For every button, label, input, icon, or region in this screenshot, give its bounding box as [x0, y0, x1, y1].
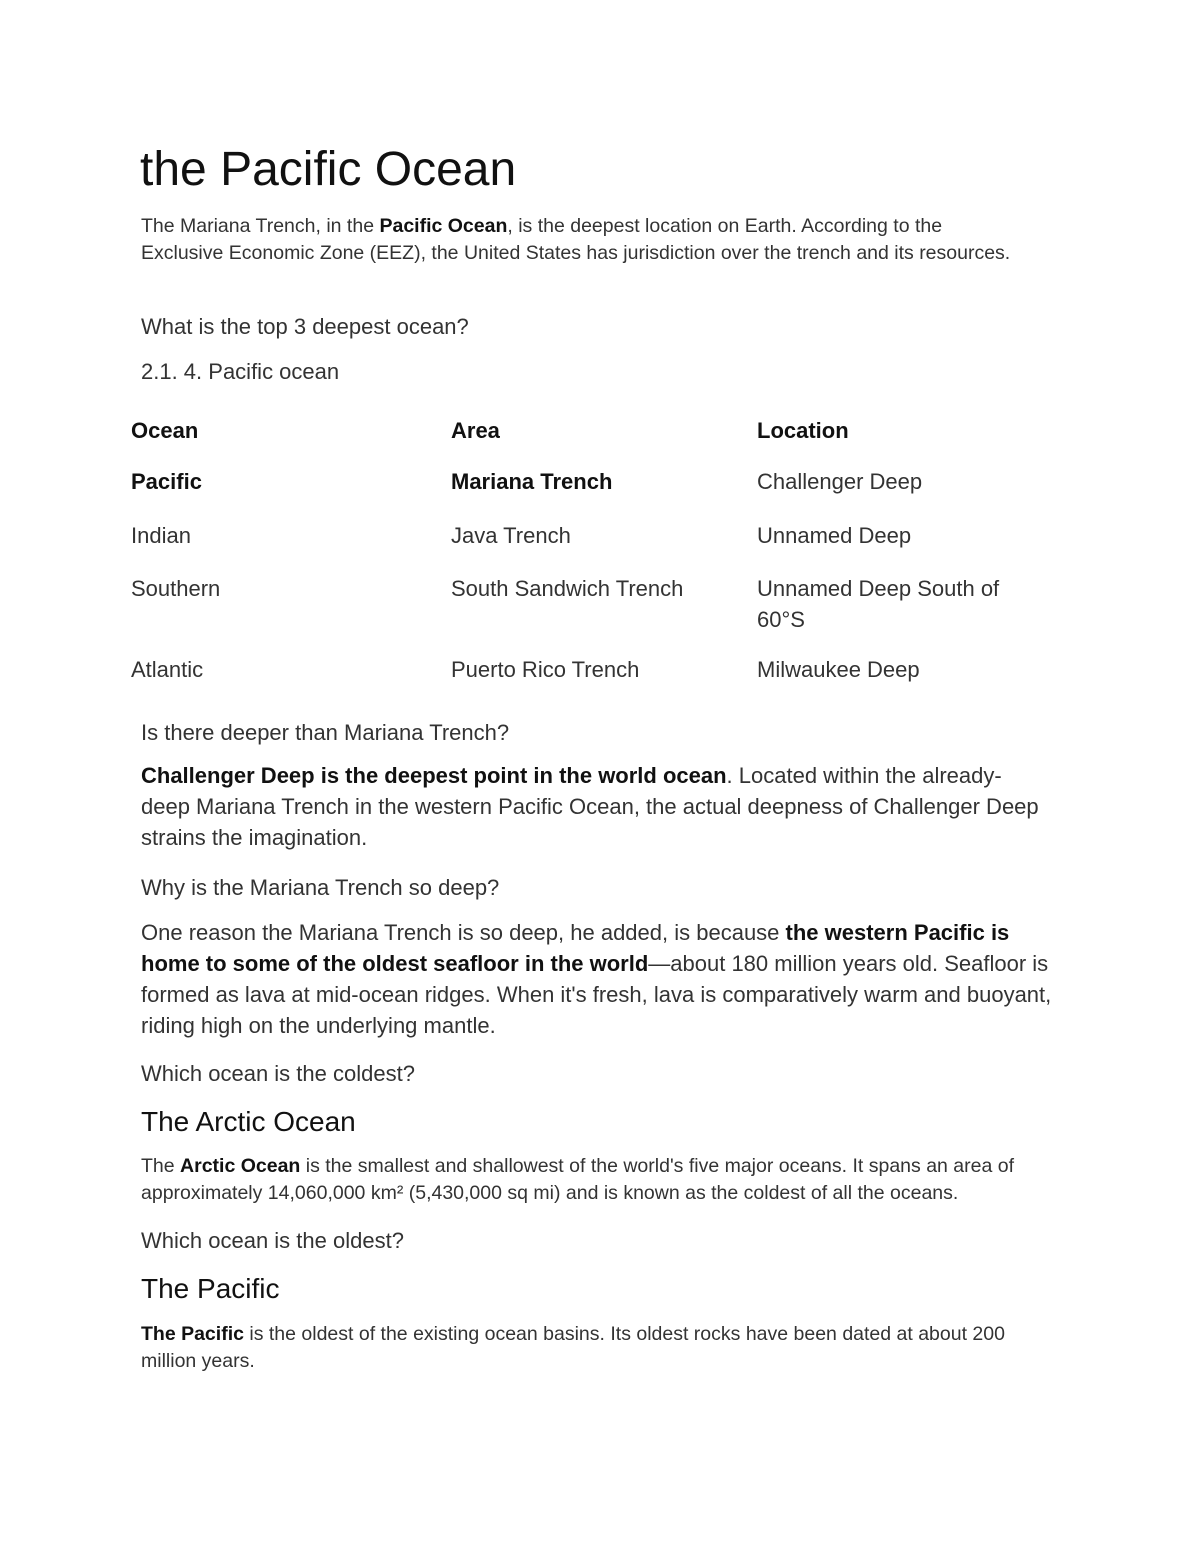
- intro-bold: Pacific Ocean: [379, 215, 508, 237]
- table-header: Location: [757, 418, 849, 443]
- answer-deepest-oceans: 2.1. 4. Pacific ocean: [141, 359, 340, 384]
- table-cell: Indian: [131, 523, 191, 548]
- table-cell: Milwaukee Deep: [757, 657, 920, 682]
- table-cell: Puerto Rico Trench: [451, 657, 640, 682]
- question-coldest: Which ocean is the coldest?: [141, 1061, 415, 1086]
- table-header-row: [131, 415, 1037, 466]
- why-deep-text-end: —about 180 million years old. Seafloor is formed as lava at mid-ocean ridges. When it's fresh, lava is comparatively warm and buoyant, riding high on the underlying mantle.: [141, 951, 1052, 1038]
- arctic-paragraph: [141, 1153, 1051, 1207]
- table-header: Area: [451, 418, 500, 443]
- table-cell: Southern: [131, 576, 221, 601]
- table-cell: Unnamed Deep South of 60°S: [757, 576, 1000, 632]
- pacific-text: is the oldest of the existing ocean basins. Its oldest rocks have been dated at about 200 million years.: [141, 1323, 1005, 1372]
- arctic-text-end: is the smallest and shallowest of the world's five major oceans. It spans an area of approximately 14,060,000 km² (5,430,000 sq mi) and is known as the coldest of all the oceans.: [141, 1155, 1015, 1204]
- table-row: [131, 654, 1037, 685]
- challenger-deep-paragraph: [141, 760, 1041, 853]
- why-deep-bold: the western Pacific is home to some of the oldest seafloor in the world: [141, 920, 1010, 976]
- table-cell: Pacific: [131, 469, 202, 494]
- arctic-text-start: The: [141, 1155, 181, 1177]
- table-cell: Mariana Trench: [451, 469, 613, 494]
- table-row: [131, 573, 1037, 654]
- table-cell: South Sandwich Trench: [451, 576, 684, 601]
- table-cell: Java Trench: [451, 523, 571, 548]
- question-why-deep: Why is the Mariana Trench so deep?: [141, 875, 500, 900]
- table-cell: Challenger Deep: [757, 469, 923, 494]
- heading-arctic-ocean: The Arctic Ocean: [141, 1106, 356, 1137]
- why-deep-text-start: One reason the Mariana Trench is so deep, he added, is because: [141, 920, 786, 945]
- table-cell: Atlantic: [131, 657, 204, 682]
- arctic-bold: Arctic Ocean: [180, 1155, 301, 1177]
- table-cell: Unnamed Deep: [757, 523, 912, 548]
- question-deepest-oceans: What is the top 3 deepest ocean?: [141, 314, 469, 339]
- pacific-bold: The Pacific: [141, 1323, 244, 1345]
- intro-paragraph: [141, 213, 1021, 267]
- intro-text-end: , is the deepest location on Earth. According to the Exclusive Economic Zone (EEZ), the United States has jurisdiction over the trench and its resources.: [141, 215, 1011, 264]
- pacific-paragraph: [141, 1321, 1061, 1375]
- why-deep-paragraph: [141, 917, 1056, 1041]
- heading-the-pacific: The Pacific: [141, 1273, 280, 1304]
- table-row: [131, 466, 1037, 520]
- ocean-trench-table: [131, 415, 1037, 685]
- question-oldest: Which ocean is the oldest?: [141, 1228, 404, 1253]
- challenger-deep-text: . Located within the already-deep Mariana Trench in the western Pacific Ocean, the actual deepness of Challenger Deep strains the imagination.: [141, 763, 1039, 850]
- page-title: the Pacific Ocean: [140, 143, 517, 196]
- table-header: Ocean: [131, 418, 199, 443]
- intro-text-start: The Mariana Trench, in the: [141, 215, 380, 237]
- challenger-deep-bold: Challenger Deep is the deepest point in the world ocean: [141, 763, 727, 788]
- question-deeper-than-mariana: Is there deeper than Mariana Trench?: [141, 720, 510, 745]
- table-row: [131, 520, 1037, 573]
